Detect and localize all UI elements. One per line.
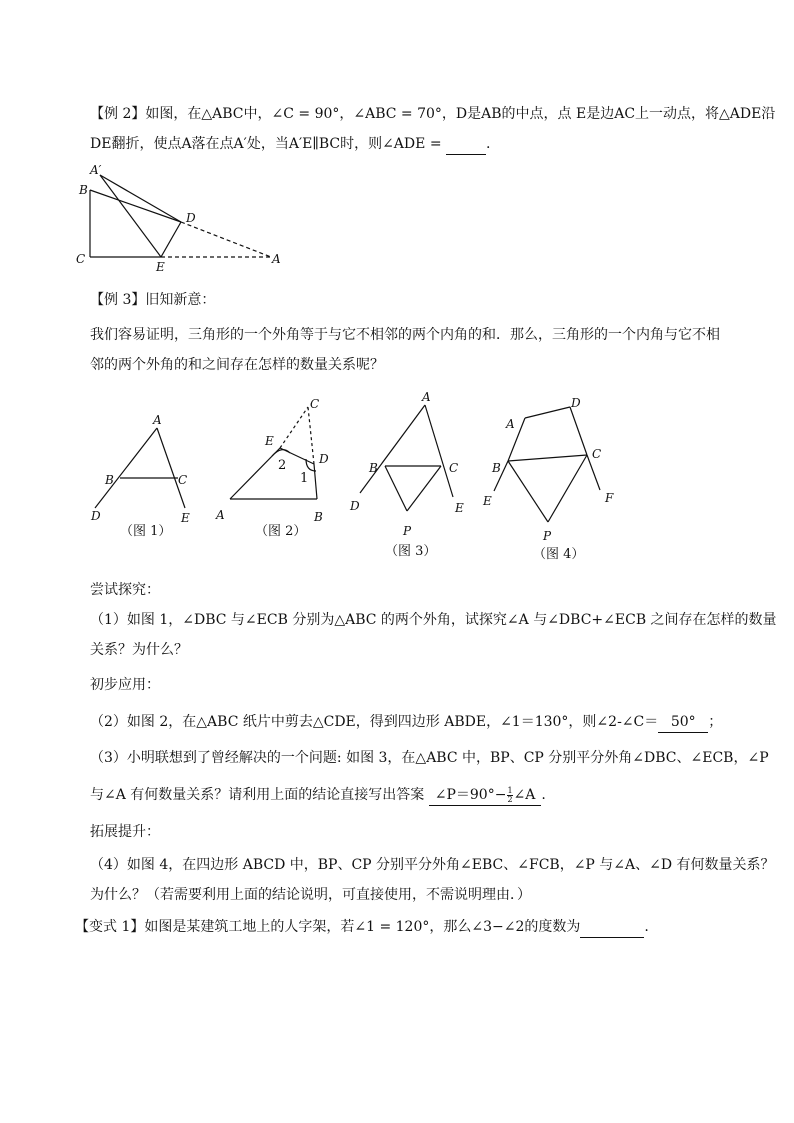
label-c: C — [76, 252, 86, 266]
ex2-tag: 【例 2】 — [90, 106, 146, 122]
fig4-label-e: E — [483, 494, 492, 508]
ext-title: 拓展提升： — [90, 824, 160, 840]
fig2-label-d: D — [319, 452, 329, 466]
q2-line — [90, 712, 722, 733]
ex3-title: 旧知新意： — [145, 292, 216, 308]
q3-frac-num: 1 — [507, 785, 513, 795]
fig2-label-a: A — [216, 508, 225, 522]
q3-line1: （3）小明联想到了曾经解决的一个问题: 如图 3，在△ABC 中，BP、CP 分别平分外角∠DBC、∠ECB，∠P — [90, 750, 769, 766]
fig3-label-c: C — [449, 461, 459, 475]
fig4-caption: （图 4） — [533, 547, 585, 562]
fig4-label-b: B — [492, 461, 501, 475]
label-a: A — [272, 252, 281, 266]
segment-ae — [100, 175, 161, 257]
label-a-prime: A′ — [90, 163, 102, 177]
segment-de — [161, 222, 181, 257]
ex3-tag: 【例 3】 — [90, 292, 146, 308]
label-b: B — [79, 183, 88, 197]
try-title: 尝试探究： — [90, 582, 160, 598]
fig3-label-e: E — [455, 501, 464, 515]
var1-tag: 【变式 1】 — [75, 919, 145, 935]
q3-text: 与∠A 有何数量关系？请利用上面的结论直接写出答案 — [90, 787, 425, 803]
fig1 — [85, 408, 205, 548]
q1-line2: 关系？为什么？ — [90, 642, 188, 658]
fig3-caption: （图 3） — [385, 544, 437, 559]
q4-line1: （4）如图 4，在四边形 ABCD 中，BP、CP 分别平分外角∠EBC、∠FCB，∠P 与∠A、∠D 有何数量关系？ — [90, 857, 775, 873]
ex2-line1 — [90, 104, 775, 124]
fig1-label-a: A — [153, 413, 162, 427]
ex3-intro-1: 我们容易证明，三角形的一个外角等于与它不相邻的两个内角的和．那么，三角形的一个内角与它不相 — [90, 327, 720, 343]
fig1-caption: （图 1） — [120, 524, 172, 539]
fig3-label-a: A — [422, 390, 431, 404]
q4-line2: 为什么？（若需要利用上面的结论说明，可直接使用，不需说明理由．） — [90, 887, 531, 903]
q1-line1: （1）如图 1，∠DBC 与∠ECB 分别为△ABC 的两个外角，试探究∠A 与∠DBC+∠ECB 之间存在怎样的数量 — [90, 612, 777, 628]
q3-answer-part1: ∠P＝90°− — [434, 787, 507, 803]
ex3-header — [90, 290, 215, 310]
apply-title: 初步应用： — [90, 677, 160, 693]
q3-fraction — [507, 787, 512, 804]
var1-text: 如图是某建筑工地上的人字架，若∠1 = 120°，那么∠3−∠2的度数为 — [144, 919, 581, 935]
dashed-da — [181, 222, 271, 257]
ex2-period: . — [486, 136, 491, 152]
fig4-label-p: P — [543, 529, 552, 543]
ex3-intro-2: 邻的两个外角的和之间存在怎样的数量关系呢？ — [90, 357, 384, 373]
fig4 — [475, 385, 635, 570]
fig3-label-d: D — [350, 499, 360, 513]
fig3-label-p: P — [403, 524, 412, 538]
q3-answer[interactable] — [429, 785, 542, 806]
fig1-label-b: B — [105, 473, 114, 487]
fig2 — [210, 395, 340, 545]
answer-blank[interactable] — [446, 134, 486, 155]
fig2-angle-2: 2 — [278, 458, 287, 473]
fig2-label-e: E — [265, 434, 274, 448]
fig1-label-e: E — [181, 511, 190, 525]
side-bd — [90, 190, 181, 222]
fig4-label-f: F — [605, 491, 614, 505]
label-e: E — [156, 260, 165, 274]
q3-frac-den: 2 — [507, 794, 513, 804]
segment-ad — [100, 175, 181, 222]
fig2-angle-1: 1 — [300, 471, 309, 486]
q2-answer[interactable]: 50° — [658, 712, 708, 733]
fig2-label-b: B — [314, 510, 323, 524]
fig3-label-b: B — [369, 461, 378, 475]
fig4-label-c: C — [592, 447, 602, 461]
fig3 — [345, 385, 475, 565]
var1-answer-blank[interactable] — [580, 917, 644, 938]
var1-end: . — [644, 919, 649, 935]
label-d: D — [186, 211, 196, 225]
var1-line — [75, 917, 649, 938]
fig1-label-d: D — [91, 509, 101, 523]
fig4-label-a: A — [506, 417, 515, 431]
ex2-text-1: 如图，在△ABC中，∠C = 90°，∠ABC = 70°，D是AB的中点，点 E是边AC上一动点，将△ADE沿 — [145, 106, 776, 122]
q3-answer-part2: ∠A — [513, 787, 536, 803]
q3-end: . — [541, 787, 546, 803]
ex2-line2 — [90, 134, 490, 155]
fig4-label-d: D — [571, 396, 581, 410]
fig2-caption: （图 2） — [255, 524, 307, 539]
q2-text: （2）如图 2，在△ABC 纸片中剪去△CDE，得到四边形 ABDE，∠1＝130°，则∠2-∠C＝ — [90, 714, 659, 730]
q2-end: ； — [708, 714, 723, 730]
ex2-text-2: DE翻折，使点A落在点A′处，当A′E∥BC时，则∠ADE = — [90, 136, 442, 152]
q3-line2 — [90, 785, 546, 806]
ex2-figure — [70, 160, 300, 275]
fig1-label-c: C — [178, 473, 188, 487]
fig2-label-c: C — [310, 397, 320, 411]
